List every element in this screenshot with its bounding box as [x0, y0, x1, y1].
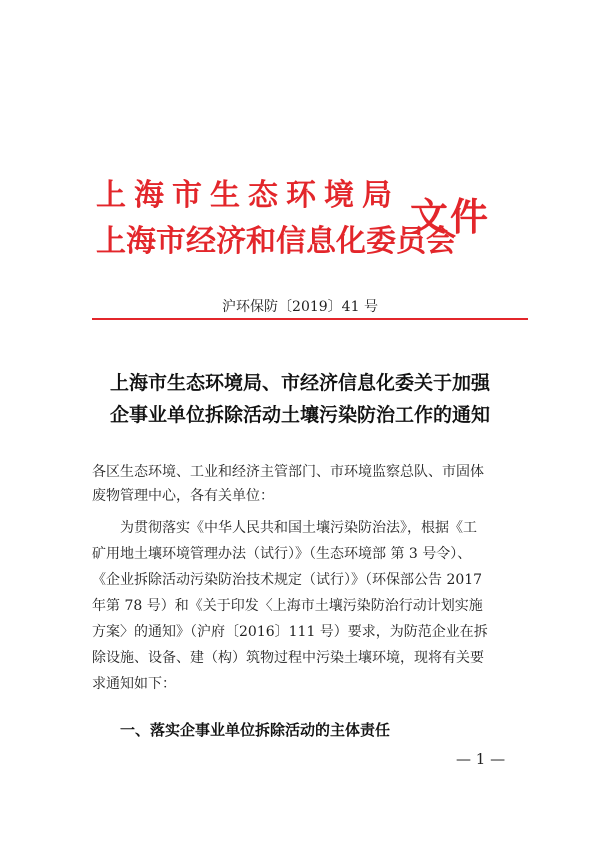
- document-title-line-2: 企事业单位拆除活动土壤污染防治工作的通知: [109, 404, 490, 426]
- document-number: 沪环保防〔2019〕41 号: [222, 299, 378, 315]
- paragraph-line: 求通知如下：: [92, 676, 176, 692]
- section-heading: 一、落实企事业单位拆除活动的主体责任: [120, 721, 391, 739]
- document-header: [96, 170, 516, 262]
- issuing-org-1: 上海市生态环境局: [96, 178, 400, 213]
- document-type-label: 文件: [410, 194, 491, 239]
- page-number: — 1 —: [456, 750, 506, 768]
- issuing-org-2: 上海市经济和信息化委员会: [96, 224, 456, 259]
- document-title-line-1: 上海市生态环境局、市经济信息化委关于加强: [109, 372, 490, 394]
- paragraph-line: 年第 78 号）和《关于印发〈上海市土壤污染防治行动计划实施: [92, 598, 483, 614]
- paragraph-line: 方案〉的通知》（沪府〔2016〕111 号）要求，为防范企业在拆: [92, 624, 488, 640]
- paragraph-line: 为贯彻落实《中华人民共和国土壤污染防治法》，根据《工: [120, 520, 477, 536]
- paragraph-line: 矿用地土壤环境管理办法（试行）》（生态环境部 第 3 号令）、: [92, 546, 472, 562]
- red-divider-line: [92, 318, 528, 320]
- paragraph-line: 除设施、设备、建（构）筑物过程中污染土壤环境，现将有关要: [92, 650, 484, 666]
- addressee-line-1: 各区生态环境、工业和经济主管部门、市环境监察总队、市固体: [92, 464, 484, 480]
- paragraph-line: 《企业拆除活动污染防治技术规定（试行）》（环保部公告 2017: [92, 572, 483, 588]
- addressee-line-2: 废物管理中心，各有关单位：: [92, 488, 274, 504]
